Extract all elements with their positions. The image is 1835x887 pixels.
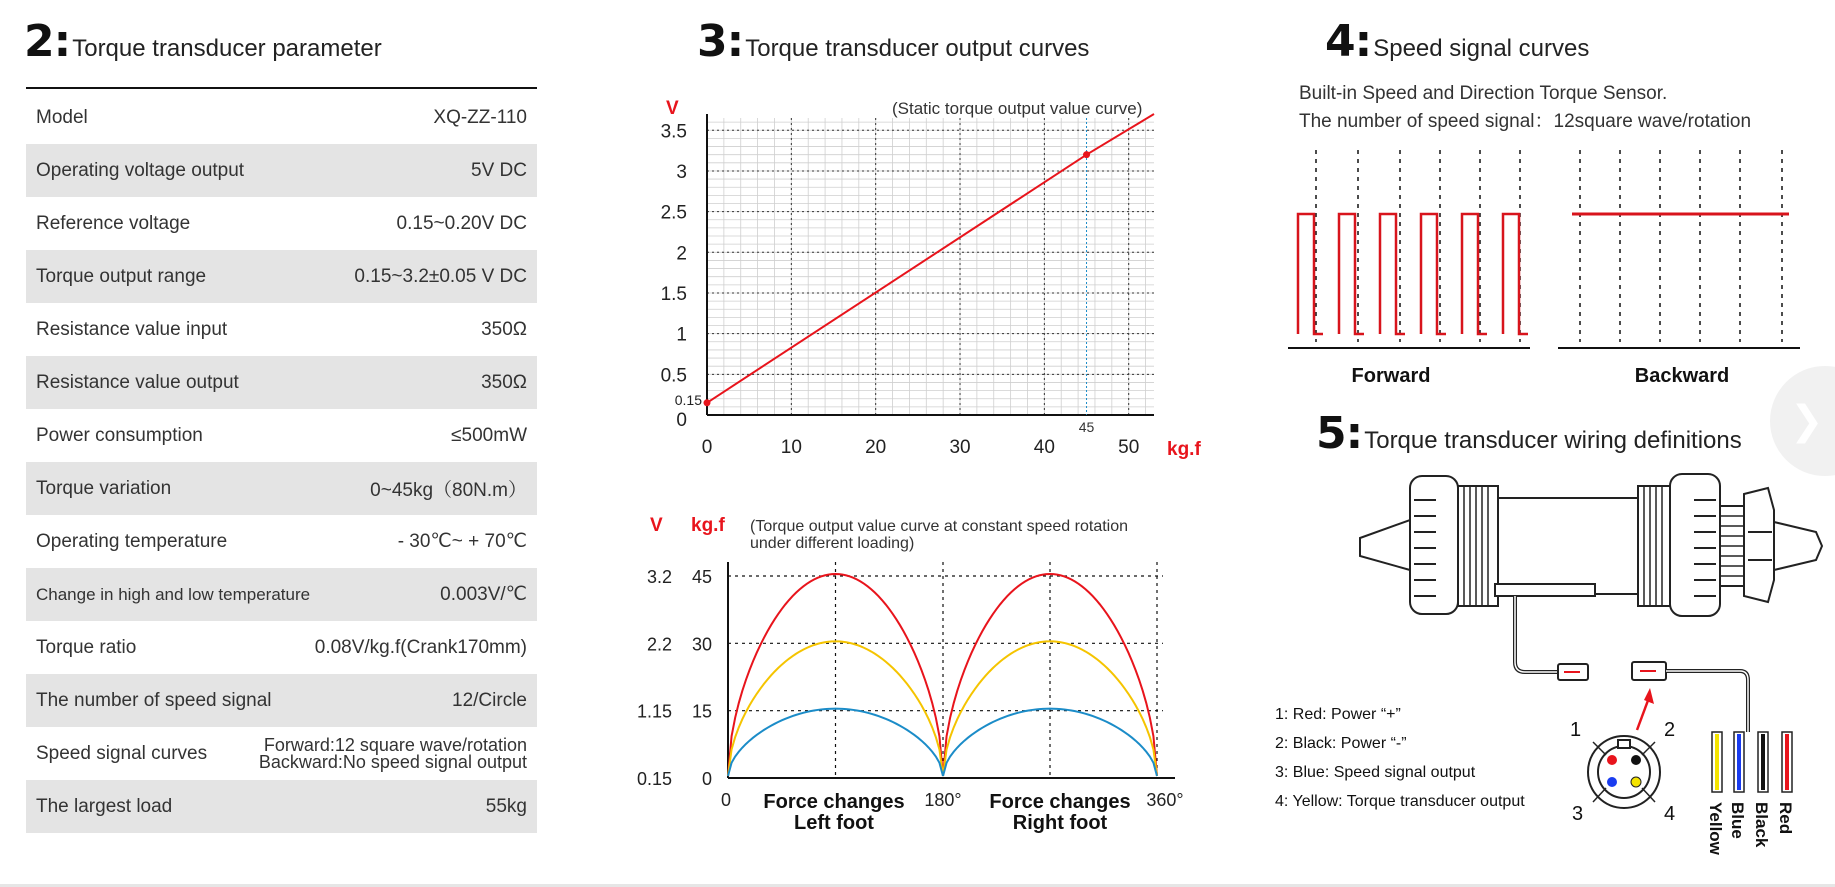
wire-core	[1761, 734, 1765, 790]
wire-core	[1737, 734, 1741, 790]
param-value: 350Ω	[481, 318, 527, 340]
param-value: XQ-ZZ-110	[433, 106, 527, 128]
pin-2-black	[1631, 755, 1641, 765]
wire-label: Black	[1752, 802, 1771, 848]
dynamic-output-chart	[630, 506, 1210, 851]
param-key: Power consumption	[36, 424, 203, 446]
right-thread	[1638, 486, 1670, 606]
param-key: The largest load	[36, 795, 173, 817]
param-value: 55kg	[485, 795, 527, 817]
table-row	[26, 303, 537, 356]
wiring-item: 1: Red: Power “+”	[1275, 706, 1401, 723]
speed-desc-line2: The number of speed signal：12square wave/rotation	[1299, 111, 1752, 132]
table-row	[26, 462, 537, 515]
chart-note: (Static torque output value curve)	[892, 99, 1143, 118]
wiring-item: 3: Blue: Speed signal output	[1275, 764, 1476, 781]
right-spindle-end	[1774, 522, 1822, 570]
data-point	[704, 399, 711, 406]
left-foot-label-1: Force changes	[763, 791, 905, 813]
section-3-title: Torque transducer output curves	[745, 35, 1090, 62]
param-value: 0.003V/℃	[440, 584, 527, 605]
table-row	[26, 568, 537, 621]
pin-label-3: 3	[1572, 803, 1584, 825]
section-4-number: 4:	[1325, 16, 1372, 67]
square-pulse	[1339, 214, 1364, 334]
param-key: Speed signal curves	[36, 742, 208, 764]
table-row	[26, 674, 537, 727]
x-tick-label: 20	[865, 437, 887, 458]
pin-3-blue	[1607, 777, 1617, 787]
table-row	[26, 356, 537, 409]
x-tick-label: 30	[949, 437, 971, 458]
param-key: The number of speed signal	[36, 689, 272, 711]
y-tick-label: 3.2	[646, 567, 672, 587]
y-tick-label: 1	[676, 324, 687, 346]
pin-1-red	[1607, 755, 1617, 765]
y2-tick-label: 30	[691, 634, 712, 655]
section-4-heading	[1325, 16, 1589, 67]
table-row	[26, 780, 537, 833]
table-row	[26, 621, 537, 674]
x-tick-label: 0	[701, 437, 713, 458]
param-key: Model	[36, 106, 88, 128]
y2-tick-label: 0	[701, 769, 712, 789]
y-tick-label: 2.5	[660, 202, 687, 224]
pin-4-yellow	[1631, 777, 1641, 787]
x-tick-label: 40	[1033, 437, 1055, 458]
section-3-number: 3:	[697, 16, 744, 67]
chart-note-line1: (Torque output value curve at constant speed rotation	[750, 518, 1129, 535]
data-point	[1083, 151, 1090, 158]
param-key: Resistance value output	[36, 371, 239, 393]
y-tick-label: 3	[676, 161, 687, 183]
param-value: 0.15~0.20V DC	[396, 212, 527, 234]
right-foot-label-1: Force changes	[989, 791, 1131, 813]
right-bearing-cup	[1670, 474, 1720, 616]
chart-plot-area	[637, 562, 1184, 810]
wiring-item: 4: Yellow: Torque transducer output	[1275, 793, 1525, 810]
chart-y-unit: V	[666, 98, 679, 119]
param-key: Reference voltage	[36, 212, 191, 234]
param-value: 0~45kg（80N.m）	[370, 480, 527, 501]
wire-label: Yellow	[1706, 802, 1725, 855]
section-5-number: 5:	[1316, 408, 1363, 459]
wire-core	[1715, 734, 1719, 790]
param-value-line1: Forward:12 square wave/rotation	[263, 734, 527, 755]
y-tick-label: 0.15	[636, 769, 672, 789]
x-tick-label: 180°	[924, 790, 962, 810]
square-pulse	[1421, 214, 1446, 334]
sensor-body	[1498, 498, 1638, 594]
section-2-title: Torque transducer parameter	[72, 35, 382, 62]
table-row	[26, 409, 537, 462]
speed-signal-diagram	[1280, 146, 1820, 396]
param-value-line2: Backward:No speed signal output	[258, 751, 527, 772]
speed-waveforms	[1288, 150, 1800, 348]
pin-label-1: 1	[1570, 719, 1582, 741]
x-tick-label: 10	[780, 437, 802, 458]
left-foot-label-2: Left foot	[794, 812, 874, 834]
wire-label: Red	[1776, 802, 1795, 835]
param-value: 12/Circle	[452, 689, 527, 711]
param-key: Operating temperature	[36, 530, 228, 552]
param-value: ≤500mW	[451, 424, 527, 446]
pin-label-2: 2	[1664, 719, 1676, 741]
table-row	[26, 197, 537, 250]
param-key: Resistance value input	[36, 318, 228, 340]
section-3-heading	[697, 16, 1089, 67]
static-output-chart	[640, 86, 1220, 466]
pin-label-4: 4	[1664, 803, 1676, 825]
section-5-title: Torque transducer wiring definitions	[1364, 427, 1742, 454]
y-tick-label: 1.5	[660, 283, 687, 305]
y2-tick-label: 45	[691, 567, 712, 587]
param-value: 5V DC	[471, 159, 527, 181]
chart-y2-unit: kg.f	[691, 515, 725, 536]
param-value: 0.15~3.2±0.05 V DC	[354, 265, 527, 287]
square-pulse	[1298, 214, 1323, 334]
param-value: 350Ω	[481, 371, 527, 393]
param-key: Torque output range	[36, 265, 207, 287]
param-value	[258, 734, 527, 772]
lock-nut	[1744, 488, 1774, 602]
forward-label: Forward	[1351, 365, 1431, 387]
param-value: 0.08V/kg.f(Crank170mm)	[314, 636, 527, 658]
sensor-cable	[1515, 596, 1558, 672]
annotation-0-15: 0.15	[674, 391, 702, 408]
table-row	[26, 727, 537, 780]
section-2-number: 2:	[24, 16, 71, 67]
wiring-item: 2: Black: Power “-”	[1275, 735, 1407, 752]
param-key: Torque ratio	[36, 636, 137, 658]
x-tick-label: 0	[720, 790, 732, 810]
param-key: Operating voltage output	[36, 159, 245, 181]
wiring-legend	[1275, 700, 1525, 816]
sensor-illustration	[1350, 470, 1835, 880]
right-foot-label-2: Right foot	[1012, 812, 1108, 834]
section-5-heading	[1316, 408, 1742, 459]
left-bearing-cup	[1410, 476, 1458, 614]
square-pulse	[1380, 214, 1405, 334]
x-tick-label: 360°	[1146, 790, 1184, 810]
left-spindle-end	[1360, 520, 1410, 570]
table-top-rule	[26, 87, 537, 89]
table-row	[26, 91, 537, 144]
y-tick-label: 0	[676, 410, 687, 431]
y-tick-label: 2	[676, 243, 687, 265]
square-pulse	[1503, 214, 1528, 334]
chart-x-unit: kg.f	[1167, 439, 1201, 460]
wire-core	[1785, 734, 1789, 790]
connector-pinout	[1570, 719, 1675, 825]
section-2-heading	[24, 16, 382, 67]
sensor-pcb	[1495, 584, 1595, 596]
table-row	[26, 250, 537, 303]
y-tick-label: 2.2	[646, 634, 672, 655]
section-4-title: Speed signal curves	[1373, 35, 1590, 62]
chart-plot-area	[661, 114, 1154, 458]
wire-ends	[1706, 732, 1795, 856]
chart-y-unit: V	[650, 515, 663, 536]
parameter-table	[26, 91, 537, 833]
table-row	[26, 515, 537, 568]
y-tick-label: 0.5	[660, 365, 687, 387]
y-tick-label: 3.5	[660, 121, 687, 143]
y2-tick-label: 15	[691, 701, 712, 722]
annotation-45: 45	[1078, 419, 1095, 435]
chart-note-line2: under different loading)	[750, 535, 915, 552]
param-value: - 30℃~ + 70℃	[397, 531, 527, 552]
wire-label: Blue	[1728, 802, 1747, 839]
param-key: Change in high and low temperature	[36, 584, 311, 604]
table-row	[26, 144, 537, 197]
x-tick-label: 50	[1118, 437, 1140, 458]
y-tick-label: 1.15	[636, 701, 672, 722]
speed-desc-line1: Built-in Speed and Direction Torque Sensor.	[1299, 83, 1668, 104]
chevron-right-icon: ❯	[1790, 398, 1824, 444]
param-key: Torque variation	[36, 477, 172, 499]
backward-label: Backward	[1634, 365, 1730, 387]
harness-cable	[1666, 671, 1748, 732]
square-pulse	[1462, 214, 1487, 334]
